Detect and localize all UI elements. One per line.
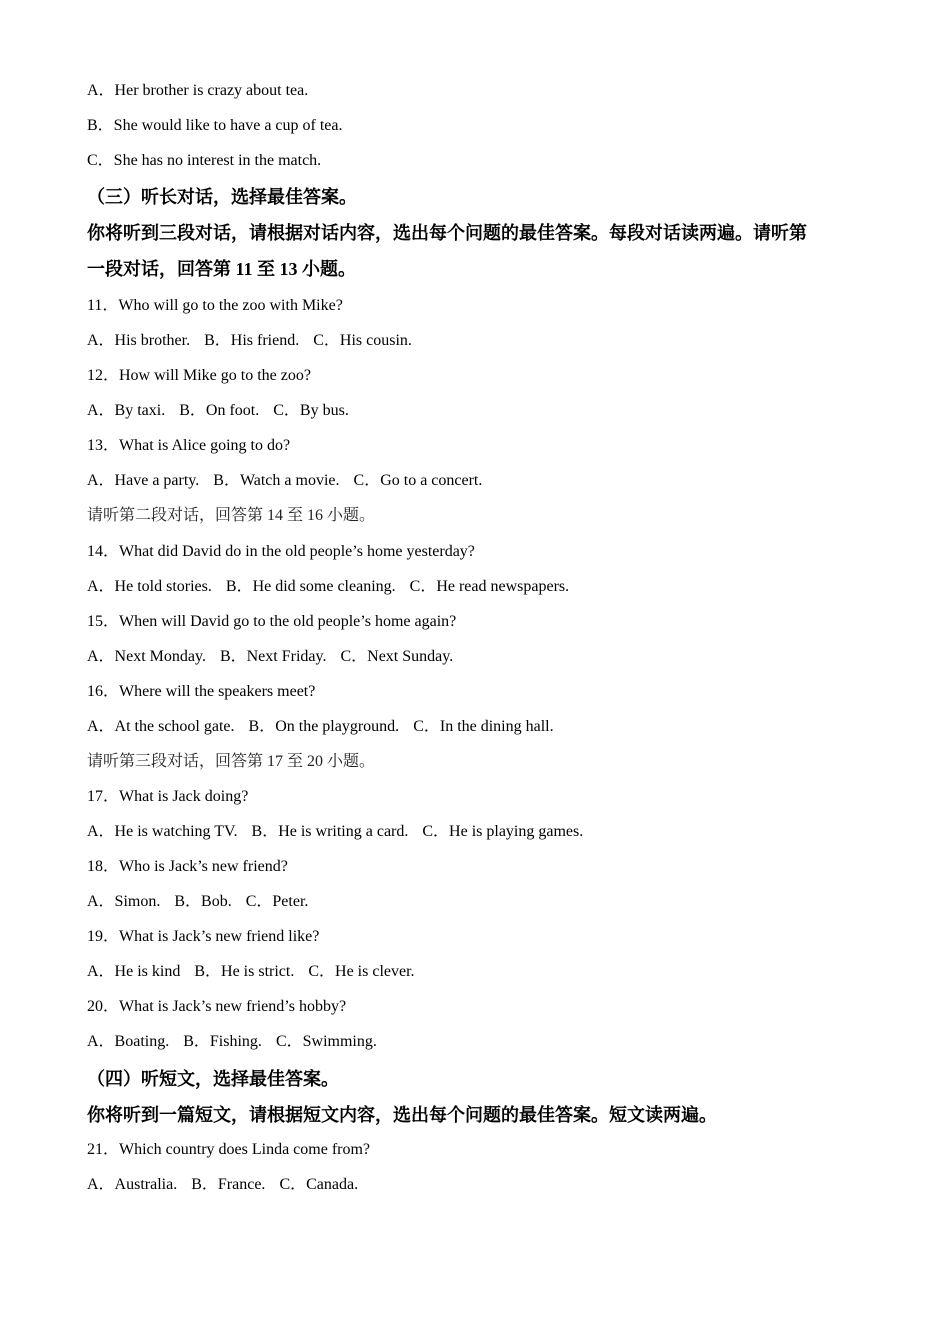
option: B．On the playground. — [248, 718, 400, 735]
dialogue-three-note: 请听第三段对话，回答第 17 至 20 小题。 — [87, 753, 376, 770]
option: C．He read newspapers. — [409, 578, 570, 595]
dialogue-two-note: 请听第二段对话，回答第 14 至 16 小题。 — [87, 507, 376, 524]
question-19: 19．What is Jack’s new friend like? — [87, 928, 320, 945]
option: B．On foot. — [179, 402, 260, 419]
question-17-options — [87, 822, 583, 842]
option: C．He is playing games. — [422, 823, 584, 840]
option: A．Have a party. — [87, 472, 200, 489]
question-20-options — [87, 1032, 377, 1052]
question-14-options — [87, 577, 569, 597]
option: B．Bob. — [174, 893, 232, 910]
option-c-prev: C．She has no interest in the match. — [87, 152, 322, 169]
option: B．He is writing a card. — [251, 823, 409, 840]
question-16-options — [87, 717, 554, 737]
option: B．Watch a movie. — [213, 472, 340, 489]
option: B．He did some cleaning. — [225, 578, 396, 595]
option: A．By taxi. — [87, 402, 166, 419]
question-19-options — [87, 962, 415, 982]
option: B．Fishing. — [183, 1033, 262, 1050]
question-21: 21．Which country does Linda come from? — [87, 1141, 371, 1158]
option-a-prev: A．Her brother is crazy about tea. — [87, 82, 309, 99]
option: A．At the school gate. — [87, 718, 235, 735]
option: B．France. — [191, 1176, 266, 1193]
option: A．He is watching TV. — [87, 823, 238, 840]
option: C．Canada. — [279, 1176, 359, 1193]
question-11: 11．Who will go to the zoo with Mike? — [87, 297, 343, 314]
option: A．Simon. — [87, 893, 161, 910]
option: C．Swimming. — [275, 1033, 377, 1050]
question-12-options — [87, 401, 349, 421]
question-15: 15．When will David go to the old people’s home again? — [87, 613, 457, 630]
option: B．Next Friday. — [219, 648, 327, 665]
section-four-instruction: 你将听到一篇短文，请根据短文内容，选出每个问题的最佳答案。短文读两遍。 — [87, 1105, 717, 1125]
option: C．By bus. — [273, 402, 349, 419]
section-three-heading: （三）听长对话，选择最佳答案。 — [87, 187, 357, 207]
option: C．Go to a concert. — [353, 472, 483, 489]
section-four-heading: （四）听短文，选择最佳答案。 — [87, 1069, 339, 1089]
option-b-prev: B．She would like to have a cup of tea. — [87, 117, 343, 134]
section-three-instruction-1: 你将听到三段对话，请根据对话内容，选出每个问题的最佳答案。每段对话读两遍。请听第 — [87, 223, 807, 243]
option: C．In the dining hall. — [413, 718, 554, 735]
question-14: 14．What did David do in the old people’s home yesterday? — [87, 543, 475, 560]
option: A．He is kind — [87, 963, 181, 980]
question-13: 13．What is Alice going to do? — [87, 437, 291, 454]
option: A．Boating. — [87, 1033, 170, 1050]
question-18: 18．Who is Jack’s new friend? — [87, 858, 288, 875]
option: C．His cousin. — [313, 332, 412, 349]
question-11-options — [87, 331, 412, 351]
option: A．He told stories. — [87, 578, 212, 595]
question-16: 16．Where will the speakers meet? — [87, 683, 316, 700]
question-21-options — [87, 1175, 358, 1195]
option: A．Next Monday. — [87, 648, 206, 665]
option: A．Australia. — [87, 1176, 178, 1193]
question-17: 17．What is Jack doing? — [87, 788, 249, 805]
option: B．His friend. — [204, 332, 300, 349]
option: C．Peter. — [245, 893, 309, 910]
question-15-options — [87, 647, 453, 667]
question-13-options — [87, 471, 482, 491]
option: B．He is strict. — [194, 963, 295, 980]
option: C．Next Sunday. — [340, 648, 454, 665]
option: C．He is clever. — [308, 963, 415, 980]
option: A．His brother. — [87, 332, 191, 349]
question-12: 12．How will Mike go to the zoo? — [87, 367, 311, 384]
section-three-instruction-2: 一段对话，回答第 11 至 13 小题。 — [87, 259, 357, 279]
question-20: 20．What is Jack’s new friend’s hobby? — [87, 998, 347, 1015]
question-18-options — [87, 892, 308, 912]
